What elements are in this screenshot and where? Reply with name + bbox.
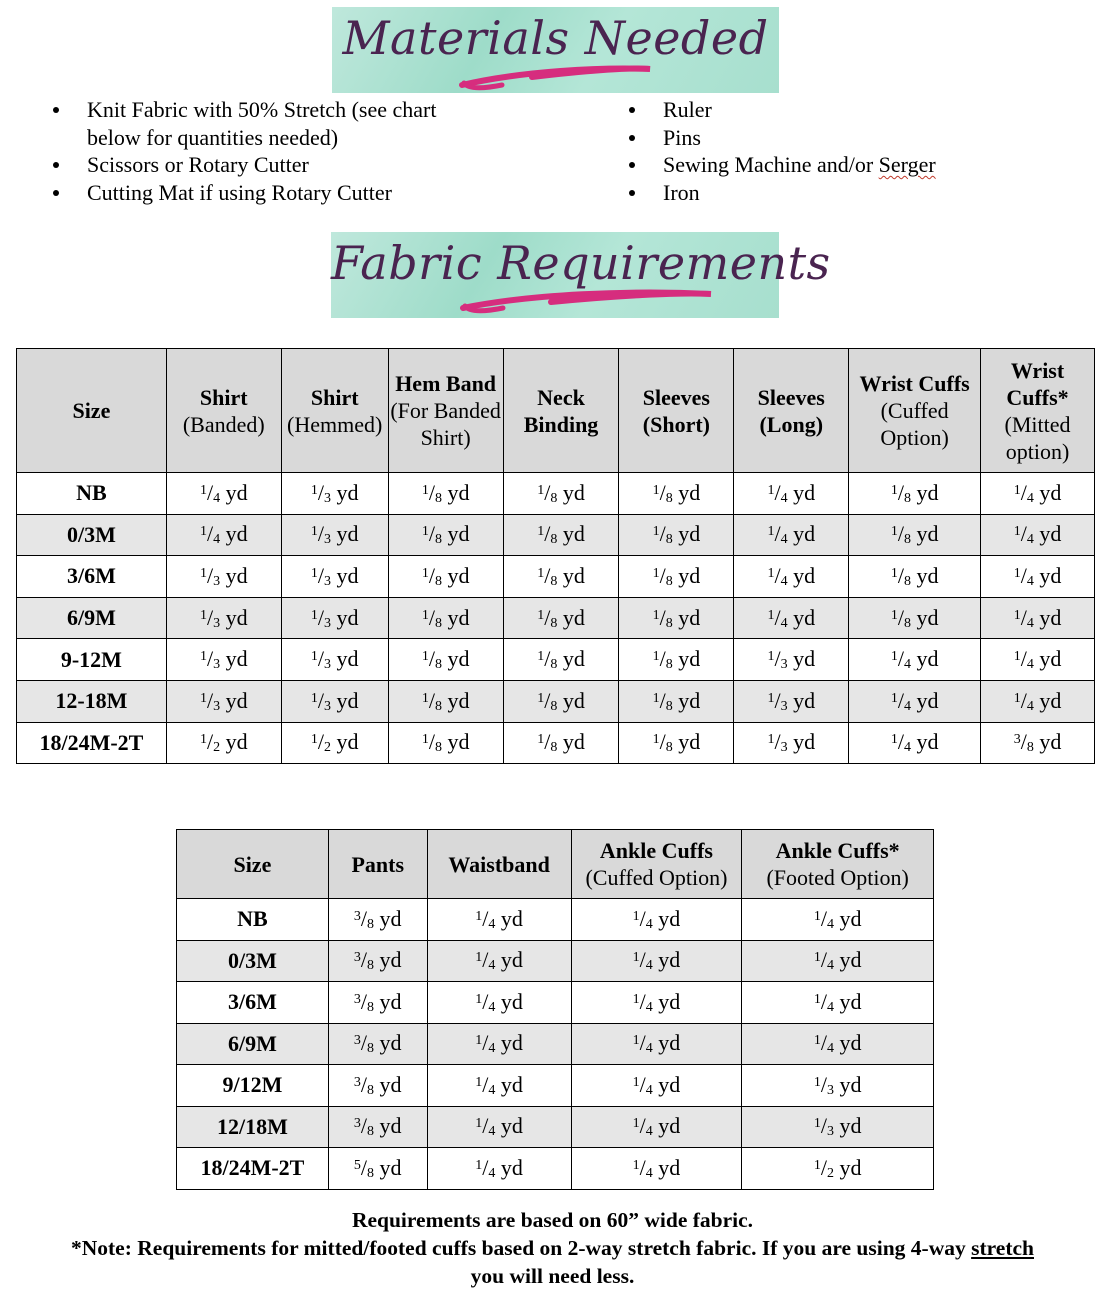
quantity-cell: $^1/_4$ yd (571, 1106, 742, 1148)
table-row (17, 722, 1095, 764)
table-row (177, 1065, 934, 1107)
quantity-cell: $^1/_4$ yd (166, 473, 281, 515)
column-header: Waistband (427, 830, 571, 899)
bullet-icon (53, 107, 59, 113)
quantity-cell: $^1/_8$ yd (388, 597, 503, 639)
column-header: Shirt (Hemmed) (281, 349, 388, 473)
column-header: Sleeves (Long) (734, 349, 849, 473)
column-header: Sleeves (Short) (619, 349, 734, 473)
quantity-cell: $^1/_8$ yd (849, 597, 981, 639)
table-row (17, 473, 1095, 515)
quantity-cell: $^1/_2$ yd (166, 722, 281, 764)
bullet-icon (629, 107, 635, 113)
quantity-cell: $^1/_8$ yd (619, 722, 734, 764)
quantity-cell: $^1/_3$ yd (281, 680, 388, 722)
quantity-cell: $^1/_8$ yd (388, 514, 503, 556)
quantity-cell: $^1/_4$ yd (427, 1065, 571, 1107)
shirt-fabric-table (16, 348, 1095, 764)
quantity-cell: $^3/_8$ yd (328, 940, 427, 982)
fabric-title: Fabric Requirements (331, 236, 831, 290)
quantity-cell: $^1/_8$ yd (619, 473, 734, 515)
quantity-cell: $^1/_4$ yd (742, 940, 934, 982)
note-stretch: *Note: Requirements for mitted/footed cuffs based on 2-way stretch fabric. If you are using 4-way stretch (70, 1236, 1034, 1260)
quantity-cell: $^1/_8$ yd (619, 597, 734, 639)
quantity-cell: $^1/_4$ yd (427, 1148, 571, 1190)
size-cell: 12/18M (177, 1106, 329, 1148)
quantity-cell: $^1/_3$ yd (281, 473, 388, 515)
table-row (177, 1023, 934, 1065)
size-cell: NB (177, 899, 329, 941)
quantity-cell: $^1/_4$ yd (981, 680, 1095, 722)
table-row (177, 940, 934, 982)
list-item: Ruler (663, 96, 1023, 124)
pants-fabric-table (176, 829, 934, 1190)
quantity-cell: $^1/_2$ yd (742, 1148, 934, 1190)
quantity-cell: $^1/_2$ yd (281, 722, 388, 764)
quantity-cell: $^1/_8$ yd (388, 473, 503, 515)
quantity-cell: $^1/_8$ yd (849, 473, 981, 515)
quantity-cell: $^1/_3$ yd (281, 597, 388, 639)
quantity-cell: $^1/_4$ yd (849, 680, 981, 722)
quantity-cell: $^1/_3$ yd (734, 680, 849, 722)
size-cell: 0/3M (177, 940, 329, 982)
materials-banner (332, 7, 779, 93)
requirements-notes (0, 1206, 1105, 1290)
list-item: Scissors or Rotary Cutter (87, 151, 507, 179)
note-fabric-width: Requirements are based on 60” wide fabric. (351, 1208, 754, 1232)
materials-list-left (87, 96, 507, 206)
column-header: Wrist Cuffs (Cuffed Option) (849, 349, 981, 473)
quantity-cell: $^1/_4$ yd (427, 1023, 571, 1065)
quantity-cell: $^1/_4$ yd (571, 1148, 742, 1190)
quantity-cell: $^1/_4$ yd (742, 1023, 934, 1065)
quantity-cell: $^1/_4$ yd (734, 473, 849, 515)
size-cell: NB (17, 473, 167, 515)
quantity-cell: $^1/_8$ yd (503, 597, 619, 639)
quantity-cell: $^3/_8$ yd (328, 1106, 427, 1148)
quantity-cell: $^1/_4$ yd (427, 982, 571, 1024)
column-header: Hem Band (For Banded Shirt) (388, 349, 503, 473)
quantity-cell: $^1/_4$ yd (166, 514, 281, 556)
column-header: Wrist Cuffs* (Mitted option) (981, 349, 1095, 473)
quantity-cell: $^5/_8$ yd (328, 1148, 427, 1190)
quantity-cell: $^1/_3$ yd (281, 514, 388, 556)
quantity-cell: $^1/_3$ yd (734, 639, 849, 681)
quantity-cell: $^1/_4$ yd (734, 597, 849, 639)
list-item: Knit Fabric with 50% Stretch (see chart below for quantities needed) (87, 96, 507, 151)
table-row (177, 982, 934, 1024)
size-cell: 18/24M-2T (177, 1148, 329, 1190)
quantity-cell: $^1/_8$ yd (503, 680, 619, 722)
quantity-cell: $^1/_8$ yd (619, 680, 734, 722)
quantity-cell: $^1/_4$ yd (742, 982, 934, 1024)
quantity-cell: $^1/_4$ yd (849, 722, 981, 764)
quantity-cell: $^1/_8$ yd (849, 514, 981, 556)
table-row (17, 597, 1095, 639)
quantity-cell: $^1/_8$ yd (503, 514, 619, 556)
list-item: Pins (663, 124, 1023, 152)
bullet-icon (629, 190, 635, 196)
table-row (17, 680, 1095, 722)
quantity-cell: $^1/_3$ yd (742, 1106, 934, 1148)
table-row (177, 1106, 934, 1148)
quantity-cell: $^1/_4$ yd (571, 1023, 742, 1065)
quantity-cell: $^1/_4$ yd (742, 899, 934, 941)
quantity-cell: $^1/_8$ yd (388, 680, 503, 722)
quantity-cell: $^1/_4$ yd (981, 514, 1095, 556)
quantity-cell: $^3/_8$ yd (328, 899, 427, 941)
size-cell: 0/3M (17, 514, 167, 556)
bullet-icon (53, 190, 59, 196)
column-header: Shirt (Banded) (166, 349, 281, 473)
quantity-cell: $^1/_4$ yd (571, 982, 742, 1024)
size-cell: 18/24M-2T (17, 722, 167, 764)
column-header: Ankle Cuffs* (Footed Option) (742, 830, 934, 899)
quantity-cell: $^1/_4$ yd (571, 899, 742, 941)
list-item: Iron (663, 179, 1023, 207)
list-item: Cutting Mat if using Rotary Cutter (87, 179, 507, 207)
table-row (177, 1148, 934, 1190)
quantity-cell: $^1/_8$ yd (388, 639, 503, 681)
quantity-cell: $^3/_8$ yd (981, 722, 1095, 764)
quantity-cell: $^1/_3$ yd (281, 639, 388, 681)
table-row (17, 639, 1095, 681)
quantity-cell: $^1/_4$ yd (571, 940, 742, 982)
quantity-cell: $^3/_8$ yd (328, 1065, 427, 1107)
table-row (17, 514, 1095, 556)
column-header: Size (177, 830, 329, 899)
quantity-cell: $^1/_4$ yd (981, 473, 1095, 515)
quantity-cell: $^1/_3$ yd (734, 722, 849, 764)
column-header: Neck Binding (503, 349, 619, 473)
list-item: Sewing Machine and/or Serger (663, 151, 1023, 179)
fabric-banner (331, 232, 831, 318)
quantity-cell: $^1/_4$ yd (427, 899, 571, 941)
size-cell: 12-18M (17, 680, 167, 722)
quantity-cell: $^1/_8$ yd (503, 722, 619, 764)
quantity-cell: $^1/_8$ yd (388, 556, 503, 598)
quantity-cell: $^3/_8$ yd (328, 982, 427, 1024)
note-less: you will need less. (470, 1264, 635, 1288)
quantity-cell: $^1/_3$ yd (166, 639, 281, 681)
quantity-cell: $^1/_8$ yd (503, 556, 619, 598)
quantity-cell: $^1/_4$ yd (427, 1106, 571, 1148)
quantity-cell: $^1/_8$ yd (619, 514, 734, 556)
quantity-cell: $^1/_4$ yd (981, 556, 1095, 598)
size-cell: 6/9M (17, 597, 167, 639)
quantity-cell: $^1/_8$ yd (503, 639, 619, 681)
size-cell: 6/9M (177, 1023, 329, 1065)
quantity-cell: $^1/_4$ yd (734, 556, 849, 598)
bullet-icon (53, 162, 59, 168)
materials-list-right (663, 96, 1023, 206)
size-cell: 3/6M (177, 982, 329, 1024)
quantity-cell: $^1/_8$ yd (849, 556, 981, 598)
bullet-icon (629, 162, 635, 168)
quantity-cell: $^1/_3$ yd (166, 680, 281, 722)
quantity-cell: $^1/_4$ yd (427, 940, 571, 982)
quantity-cell: $^1/_8$ yd (619, 556, 734, 598)
stretch-link[interactable]: stretch (971, 1236, 1034, 1260)
quantity-cell: $^1/_3$ yd (166, 556, 281, 598)
quantity-cell: $^1/_8$ yd (388, 722, 503, 764)
size-cell: 9-12M (17, 639, 167, 681)
column-header: Ankle Cuffs (Cuffed Option) (571, 830, 742, 899)
quantity-cell: $^1/_8$ yd (619, 639, 734, 681)
quantity-cell: $^1/_3$ yd (166, 597, 281, 639)
quantity-cell: $^1/_4$ yd (981, 597, 1095, 639)
quantity-cell: $^1/_4$ yd (849, 639, 981, 681)
quantity-cell: $^1/_3$ yd (281, 556, 388, 598)
quantity-cell: $^1/_4$ yd (981, 639, 1095, 681)
quantity-cell: $^1/_4$ yd (734, 514, 849, 556)
table-row (17, 556, 1095, 598)
materials-title: Materials Needed (342, 11, 769, 65)
size-cell: 3/6M (17, 556, 167, 598)
quantity-cell: $^1/_8$ yd (503, 473, 619, 515)
column-header: Size (17, 349, 167, 473)
table-row (177, 899, 934, 941)
column-header: Pants (328, 830, 427, 899)
quantity-cell: $^1/_3$ yd (742, 1065, 934, 1107)
quantity-cell: $^3/_8$ yd (328, 1023, 427, 1065)
size-cell: 9/12M (177, 1065, 329, 1107)
bullet-icon (629, 135, 635, 141)
quantity-cell: $^1/_4$ yd (571, 1065, 742, 1107)
